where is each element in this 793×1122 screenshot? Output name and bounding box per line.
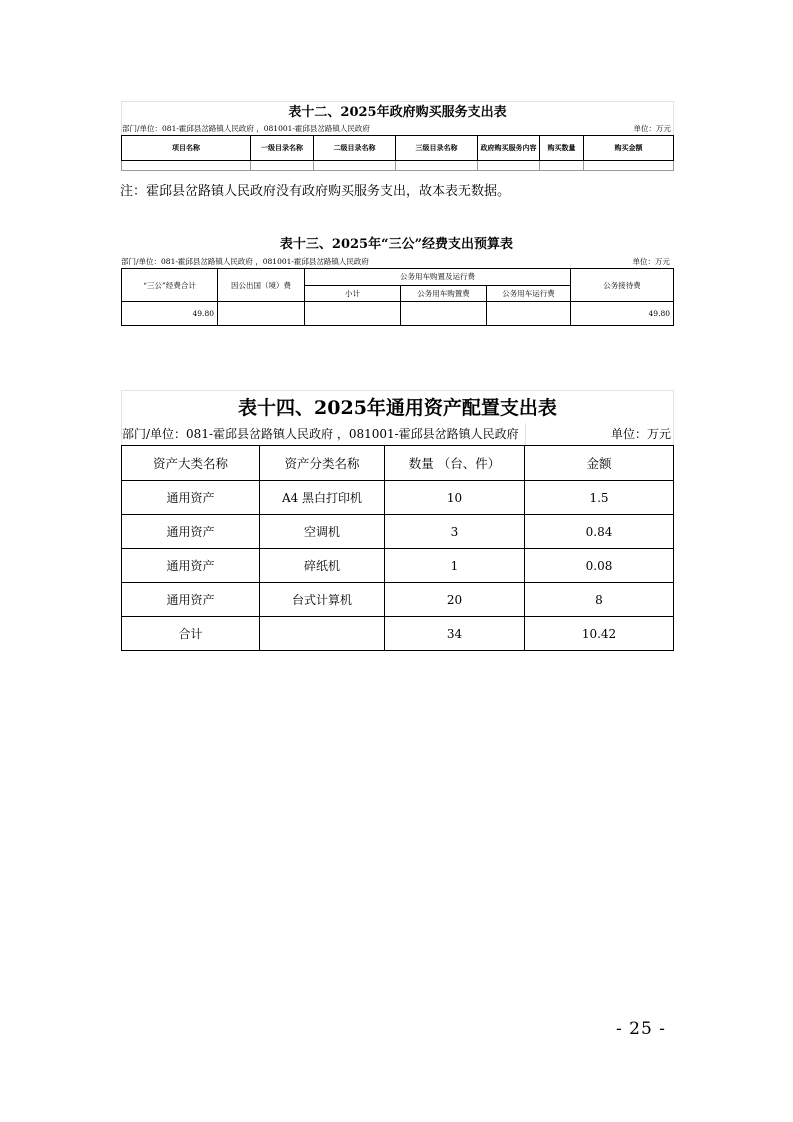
table-cell: 合计 bbox=[122, 617, 260, 651]
table-cell bbox=[122, 161, 251, 171]
table-cell: 碎纸机 bbox=[260, 549, 385, 583]
table12-meta bbox=[121, 123, 674, 135]
table14-meta bbox=[121, 423, 674, 445]
table-cell: A4 黑白打印机 bbox=[260, 481, 385, 515]
table14-unit: 单位：万元 bbox=[610, 427, 671, 441]
table12-header-cell: 购买数量 bbox=[540, 136, 584, 161]
table13-header-vehicle: 公务用车购置及运行费 bbox=[305, 269, 571, 286]
table-cell: 20 bbox=[385, 583, 525, 617]
table-cell: 通用资产 bbox=[122, 515, 260, 549]
table14-header-cell: 资产大类名称 bbox=[122, 446, 260, 481]
table-cell: 0.08 bbox=[525, 549, 674, 583]
table-cell bbox=[584, 161, 674, 171]
table14 bbox=[121, 445, 674, 651]
table-cell bbox=[260, 617, 385, 651]
page-number: - 25 - bbox=[616, 1019, 666, 1039]
table12-note: 注：霍邱县岔路镇人民政府没有政府购买服务支出，故本表无数据。 bbox=[120, 184, 511, 199]
table-row bbox=[122, 549, 674, 583]
table12-unit: 单位：万元 bbox=[633, 124, 671, 133]
table-cell: 通用资产 bbox=[122, 583, 260, 617]
table-cell: 通用资产 bbox=[122, 549, 260, 583]
table13-header-abroad: 因公出国（境）费 bbox=[218, 269, 305, 302]
table13-data-row bbox=[122, 302, 674, 326]
table-cell bbox=[401, 302, 487, 326]
table-row bbox=[122, 583, 674, 617]
table-cell bbox=[251, 161, 314, 171]
table12-dept: 部门/单位：081-霍邱县岔路镇人民政府 ，081001-霍邱县岔路镇人民政府 bbox=[122, 124, 370, 133]
table13-header-purchase: 公务用车购置费 bbox=[401, 285, 487, 302]
table-cell: 10 bbox=[385, 481, 525, 515]
table13-header-reception: 公务接待费 bbox=[571, 269, 674, 302]
table12-header-row bbox=[122, 136, 674, 161]
table14-dept: 部门/单位：081-霍邱县岔路镇人民政府 ，081001-霍邱县岔路镇人民政府 bbox=[122, 423, 526, 445]
table-cell bbox=[487, 302, 571, 326]
table-cell: 1.5 bbox=[525, 481, 674, 515]
table14-header-cell: 金额 bbox=[525, 446, 674, 481]
table14-total-row bbox=[122, 617, 674, 651]
table13-unit: 单位：万元 bbox=[632, 257, 670, 266]
table12-header-cell: 购买金额 bbox=[584, 136, 674, 161]
table14-header-row bbox=[122, 446, 674, 481]
table-cell: 通用资产 bbox=[122, 481, 260, 515]
table-cell: 10.42 bbox=[525, 617, 674, 651]
table13-header-subtotal: 小计 bbox=[305, 285, 401, 302]
table-cell bbox=[396, 161, 478, 171]
table13-header-operation: 公务用车运行费 bbox=[487, 285, 571, 302]
table13-total-value: 49.80 bbox=[122, 302, 218, 326]
table13-reception-value: 49.80 bbox=[571, 302, 674, 326]
table12-header-cell: 一级目录名称 bbox=[251, 136, 314, 161]
table-cell: 8 bbox=[525, 583, 674, 617]
table-cell: 0.84 bbox=[525, 515, 674, 549]
table14-title: 表十四、2025年通用资产配置支出表 bbox=[121, 390, 674, 423]
table12-header-cell: 项目名称 bbox=[122, 136, 251, 161]
table-cell bbox=[218, 302, 305, 326]
table-cell: 3 bbox=[385, 515, 525, 549]
table13-header-total: “三公”经费合计 bbox=[122, 269, 218, 302]
table14-header-cell: 资产分类名称 bbox=[260, 446, 385, 481]
table-cell bbox=[314, 161, 396, 171]
table-cell bbox=[478, 161, 540, 171]
table13-header-row bbox=[122, 269, 674, 286]
table-cell: 1 bbox=[385, 549, 525, 583]
table13 bbox=[121, 268, 674, 326]
table12 bbox=[121, 135, 674, 171]
table13-dept: 部门/单位：081-霍邱县岔路镇人民政府 ，081001-霍邱县岔路镇人民政府 bbox=[121, 257, 369, 266]
table12-empty-row bbox=[122, 161, 674, 171]
table-row bbox=[122, 481, 674, 515]
table12-header-cell: 二级目录名称 bbox=[314, 136, 396, 161]
table12-header-cell: 三级目录名称 bbox=[396, 136, 478, 161]
table-row bbox=[122, 515, 674, 549]
table-cell: 34 bbox=[385, 617, 525, 651]
table-cell bbox=[305, 302, 401, 326]
table13-title: 表十三、2025年“三公”经费支出预算表 bbox=[279, 237, 514, 252]
table-cell: 台式计算机 bbox=[260, 583, 385, 617]
table14-header-cell: 数量 （台、件） bbox=[385, 446, 525, 481]
table-cell bbox=[540, 161, 584, 171]
table12-title: 表十二、2025年政府购买服务支出表 bbox=[121, 101, 674, 124]
table-cell: 空调机 bbox=[260, 515, 385, 549]
table12-header-cell: 政府购买服务内容 bbox=[478, 136, 540, 161]
table13-meta bbox=[121, 256, 672, 268]
